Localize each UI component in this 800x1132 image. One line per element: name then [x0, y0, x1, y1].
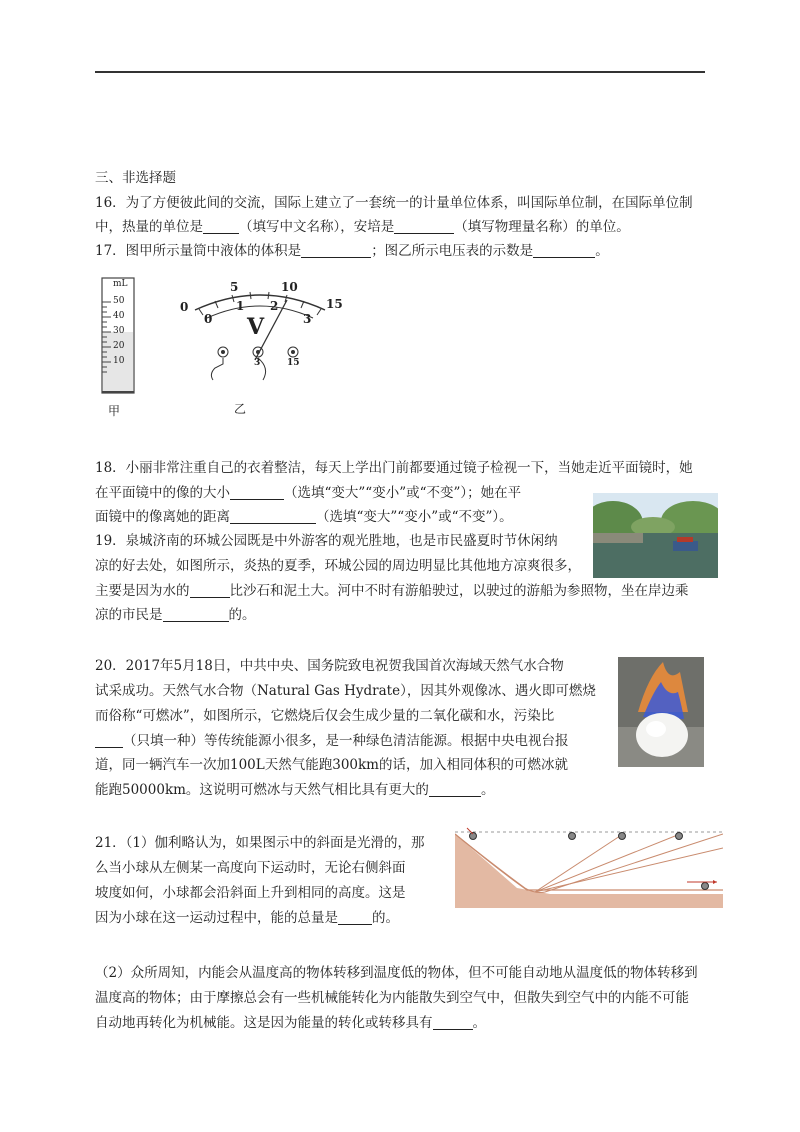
q21-p2-line2: 温度高的物体；由于摩擦总会有一些机械能转化为内能散失到空气中，但散失到空气中的内能不可能	[95, 990, 689, 1006]
answer-blank[interactable]	[163, 607, 229, 622]
q18-line1: 18．小丽非常注重自己的衣着整洁，每天上学出门前都要通过镜子检视一下，当她走近平面镜时，她	[95, 460, 693, 476]
q20-line4: （只填一种）等传统能源小很多，是一种绿色清洁能源。根据中央电视台报	[95, 732, 569, 750]
voltmeter-outer-5: 5	[230, 280, 239, 294]
header-rule	[95, 71, 705, 73]
q19-line2: 凉的好去处，如图所示，炎热的夏季，环城公园的周边明显比其他地方凉爽很多，	[95, 558, 581, 574]
q16-line2: 中，热量的单位是 （填写中文名称），安培是 （填写物理量名称）的单位。	[95, 219, 630, 235]
answer-blank[interactable]	[230, 509, 316, 524]
voltmeter-outer-0: 0	[180, 300, 189, 314]
voltmeter-terminal-3: 3	[254, 358, 261, 368]
section-title: 三、非选择题	[95, 170, 176, 186]
q21-line3: 坡度如何，小球都会沿斜面上升到相同的高度。这是	[95, 885, 406, 901]
answer-blank[interactable]	[95, 733, 123, 748]
voltmeter-inner-2: 2	[270, 299, 279, 313]
q20-line5: 道，同一辆汽车一次加100L天然气能跑300km的话，加入相同体积的可燃冰就	[95, 757, 568, 773]
q21-p2-line3: 自动地再转化为机械能。这是因为能量的转化或转移具有 。	[95, 1015, 486, 1031]
answer-blank[interactable]	[301, 243, 371, 258]
voltmeter-inner-0: 0	[204, 312, 213, 326]
park-lake-photo	[593, 493, 718, 578]
answer-blank[interactable]	[433, 1015, 473, 1030]
flammable-ice-photo	[618, 657, 704, 767]
q21-line2: 么当小球从左侧某一高度向下运动时，无论右侧斜面	[95, 860, 406, 876]
q21-p2-line1: （2）众所周知，内能会从温度高的物体转移到温度低的物体，但不可能自动地从温度低的物体转移到	[95, 965, 698, 981]
q18-line2: 在平面镜中的像的大小 （选填“变大”“变小”或“不变”）；她在平	[95, 485, 522, 501]
q20-line6: 能跑50000km。这说明可燃冰与天然气相比具有更大的 。	[95, 782, 495, 798]
cylinder-tick: 30	[113, 326, 125, 336]
cylinder-unit: mL	[113, 279, 128, 289]
voltmeter-inner-1: 1	[236, 299, 245, 313]
answer-blank[interactable]	[203, 219, 239, 234]
q19-line1: 19．泉城济南的环城公园既是中外游客的观光胜地，也是市民盛夏时节休闲纳	[95, 533, 558, 549]
cylinder-tick: 20	[113, 341, 125, 351]
answer-blank[interactable]	[533, 243, 595, 258]
answer-blank[interactable]	[230, 485, 284, 500]
q19-line3: 主要是因为水的 比沙石和泥土大。河中不时有游船驶过，以驶过的游船为参照物，坐在岸边乘	[95, 583, 689, 599]
q20-line3: 而俗称“可燃冰”，如图所示，它燃烧后仅会生成少量的二氧化碳和水，污染比	[95, 708, 555, 724]
q19-line4: 凉的市民是 的。	[95, 607, 256, 623]
voltmeter-terminal-15: 15	[287, 358, 300, 368]
figure-caption-jia: 甲	[108, 404, 121, 418]
q20-line1: 20．2017年5月18日，中共中央、国务院致电祝贺我国首次海域天然气水合物	[95, 658, 564, 674]
answer-blank[interactable]	[394, 219, 454, 234]
q16-line1: 16．为了方便彼此间的交流，国际上建立了一套统一的计量单位体系，叫国际单位制，在国际单位制	[95, 195, 693, 211]
q21-line4: 因为小球在这一运动过程中，能的总量是 的。	[95, 910, 399, 926]
answer-blank[interactable]	[190, 583, 230, 598]
answer-blank[interactable]	[429, 782, 481, 797]
q17-line: 17．图甲所示量筒中液体的体积是 ；图乙所示电压表的示数是 。	[95, 243, 609, 259]
q21-line1: 21．（1）伽利略认为，如果图示中的斜面是光滑的，那	[95, 835, 425, 851]
galileo-slope-figure	[455, 826, 723, 908]
voltmeter-inner-3: 3	[303, 312, 312, 326]
voltmeter-outer-10: 10	[281, 280, 298, 294]
cylinder-tick: 10	[113, 356, 125, 366]
cylinder-tick: 40	[113, 311, 125, 321]
answer-blank[interactable]	[338, 910, 372, 925]
voltmeter-symbol: V	[247, 314, 265, 340]
q18-line3: 面镜中的像离她的距离 （选填“变大”“变小”或“不变”）。	[95, 509, 513, 525]
cylinder-tick: 50	[113, 296, 125, 306]
q20-line2: 试采成功。天然气水合物（Natural Gas Hydrate），因其外观像冰、遇火即可燃烧	[95, 683, 596, 699]
figure-caption-yi: 乙	[234, 402, 247, 416]
voltmeter-outer-15: 15	[326, 297, 343, 311]
